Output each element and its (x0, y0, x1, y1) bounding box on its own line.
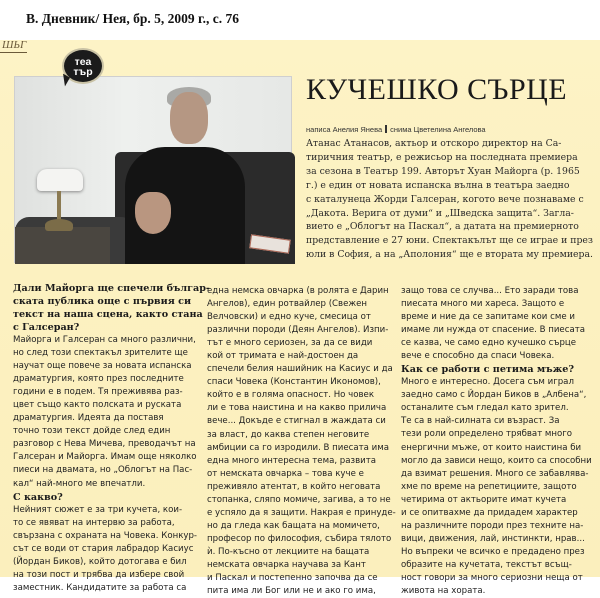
logo-line-2: тър (73, 66, 93, 78)
lede-line: г.) е един от новата испанска вълна в театъра заедно (306, 179, 570, 191)
interview-question (13, 282, 210, 334)
lede-line: „Дакота. Верига от думи“ и „Шведска защита“. Загла- (306, 207, 574, 219)
text-line: професор по философия, събира тялото (207, 533, 392, 544)
text-line: цвет също както полската и руската (13, 400, 182, 411)
text-line: една немска овчарка (в ролята е Дарин (207, 286, 389, 296)
text-line: Майорга и Галсеран са много различни, (13, 335, 196, 345)
text-line: Ангелов), един ротвайлер (Свежен (207, 299, 368, 310)
text-line: да взимат решения. Много се забавлява- (401, 468, 589, 479)
text-line: енергични мъже, от които наистина би (401, 442, 582, 453)
text-line: свързана с охраната на Човека. Конкур- (13, 530, 198, 541)
text-line: Галсеран и Майорга. Имам още няколко (13, 452, 197, 463)
text-line: вици, движения, лай, инстинкти, нрав... (401, 533, 585, 544)
text-line: Нейният сюжет е за три кучета, кои- (13, 504, 183, 515)
text-line: Велчовски) и едно куче, смесица от (207, 312, 371, 323)
text-line: могло да зависи нещо, които са способни (401, 455, 592, 466)
text-line: имаме ли нужда от спасение. В пиесата (401, 325, 585, 336)
text-line: вече... Докъде е стигнал в жаждата си (207, 416, 386, 427)
text-line: ли е това наистина и на какво прилича (207, 403, 387, 414)
text-line: който е в голяма опасност. Но човек (207, 390, 375, 401)
text-line: заместник. Кандидатите за работа са (13, 582, 187, 593)
interview-answer (401, 285, 599, 363)
text-line: се казва, че само едно кучешко сърце (401, 338, 577, 349)
text-line: точно този текст дойде след един (13, 426, 171, 437)
interview-question (13, 491, 203, 504)
text-line: защо това се случва... Ето заради това (401, 286, 579, 296)
article-title: КУЧЕШКО СЪРЦЕ (306, 73, 568, 106)
text-line: време и ние да се запитаме кои сме и (401, 312, 575, 323)
text-line: пиеси на двамата, но „Облогът на Пас- (13, 465, 193, 476)
text-line: живота на хората. (401, 586, 486, 597)
text-line: немската овчарка научава за Кант (207, 559, 366, 570)
lede-line: за сезона в Театър 199. Авторът Хуан Майорга (р. 1965 (306, 165, 580, 177)
text-line: Много е интересно. Досега съм играл (401, 377, 574, 388)
text-line: научат още повече за новата испанска (13, 361, 192, 372)
text-line: хме по време на репетициите, защото (401, 481, 577, 492)
text-line: драматургия. Идеята да поставя (13, 413, 164, 424)
text-line: спаси Човека (Константин Икономов), (207, 377, 381, 388)
text-line: пиесата много ми хареса. Защото е (401, 299, 565, 310)
text-line: за власт, до каква степен неговите (207, 429, 370, 440)
text-line: драматургия, която през последните (13, 374, 184, 385)
text-line: и Паскал и постепенно започва да се (207, 573, 378, 584)
text-line: е успяло да я защити. Накрая е принуде- (207, 507, 396, 518)
text-line: тези роли определено трябват много (401, 429, 573, 440)
interview-answer (13, 504, 203, 595)
text-line: разговор с Нева Мичева, преводачът на (13, 439, 196, 450)
text-line: вече е способно да спаси Човека. (401, 351, 555, 362)
text-line: текст на наша сцена, както стана (13, 309, 203, 320)
interview-question (401, 363, 599, 376)
magazine-page (0, 39, 600, 597)
text-line: тът е много сериозен, за да се види (207, 338, 373, 349)
text-line: Как се работи с петима мъже? (401, 364, 574, 376)
text-line: ност говори за много сериозни неща от (401, 572, 583, 583)
text-line: кой от тримата е най-достоен да (207, 351, 359, 362)
article-lede (306, 137, 596, 262)
lede-line: тиричния театър, е режисьор на последната премиера (306, 151, 578, 163)
text-line: сът се води от стария лабрадор Касиус (13, 543, 194, 554)
lamp-shape (37, 169, 83, 191)
lede-line: представление е 27 юни. Спектакълът ще се играе и през (306, 235, 594, 247)
lede-line: юли в София, а на „Аполония“ ще е втората му премиера. (306, 249, 593, 261)
text-line: преживяло атентат, в който неговата (207, 481, 381, 492)
text-column-2 (207, 285, 397, 598)
text-line: спечели белия нашийник на Касиус и да (207, 364, 393, 375)
source-citation: В. Дневник/ Нея, бр. 5, 2009 г., с. 76 (26, 11, 239, 26)
logo-line-1: теа (74, 56, 92, 68)
text-line: четирима от актьорите имат кучета (401, 494, 567, 505)
text-line: (Йордан Биков), който дотогава е бил (13, 556, 187, 567)
text-line: и се опитвахме да придадем характер (401, 507, 578, 518)
text-line: но да гледа как бащата на момичето, (207, 520, 380, 531)
text-line: с Галсеран? (13, 322, 80, 333)
text-line: амбиции са го изродили. В пиесата има (207, 442, 389, 453)
text-column-3 (401, 285, 599, 598)
interview-answer (401, 376, 599, 598)
text-line: на различните породи през техните на- (401, 520, 584, 531)
section-tag: ШЬГ (2, 39, 27, 51)
text-line: Дали Майорга ще спечели българ- (13, 283, 210, 294)
text-line: Но въпреки че всичко е предадено през (401, 546, 585, 557)
text-line: но след този спектакъл зрителите ще (13, 348, 188, 359)
text-line: С какво? (13, 491, 63, 503)
byline-photo: снима Цветелина Ангелова (390, 125, 486, 134)
interview-answer (13, 334, 203, 491)
text-line: една много интересна тема, развита (207, 455, 377, 466)
article-photo (14, 76, 292, 263)
text-line: стопанка, сляпо момиче, загива, а то не (207, 494, 391, 505)
lede-line: с каталунеца Жорди Галсеран, когото вече познаваме с (306, 193, 584, 205)
text-line: то се явяват на интервю за работа, (13, 517, 175, 528)
lede-line: вието е „Облогът на Паскал“, а датата на премиерното (306, 221, 579, 233)
text-line: години е в подем. Тя преживява раз- (13, 387, 183, 398)
text-line: пита има ли Бог или не и ако го има, (207, 586, 376, 597)
text-line: останалите съм гледал като зрител. (401, 403, 569, 414)
text-line: на този пост и трябва да избере свой (13, 569, 185, 580)
text-line: кал“ най-много ме впечатли. (13, 478, 146, 489)
text-line: ѝ. По-късно от лекциите на бащата (207, 546, 370, 557)
text-line: различни породи (Деян Ангелов). Изпи- (207, 325, 389, 336)
byline-author: написа Анелия Янева (306, 125, 383, 134)
text-line: от немската овчарка – това куче е (207, 468, 364, 479)
text-line: заедно само с Йордан Биков в „Албена“, (401, 390, 587, 401)
text-column-1 (13, 282, 210, 595)
text-line: Те са в най-силната си възраст. За (401, 416, 560, 427)
text-line: образите на кучетата, текстът всъщ- (401, 559, 572, 570)
interview-answer (207, 285, 397, 598)
byline (306, 125, 486, 134)
byline-separator (385, 125, 387, 133)
text-line: ската публика още с първия си (13, 296, 192, 307)
lede-line: Атанас Атанасов, актьор и отскоро директор на Са- (306, 138, 562, 149)
theatre-speech-bubble-logo (62, 48, 104, 84)
